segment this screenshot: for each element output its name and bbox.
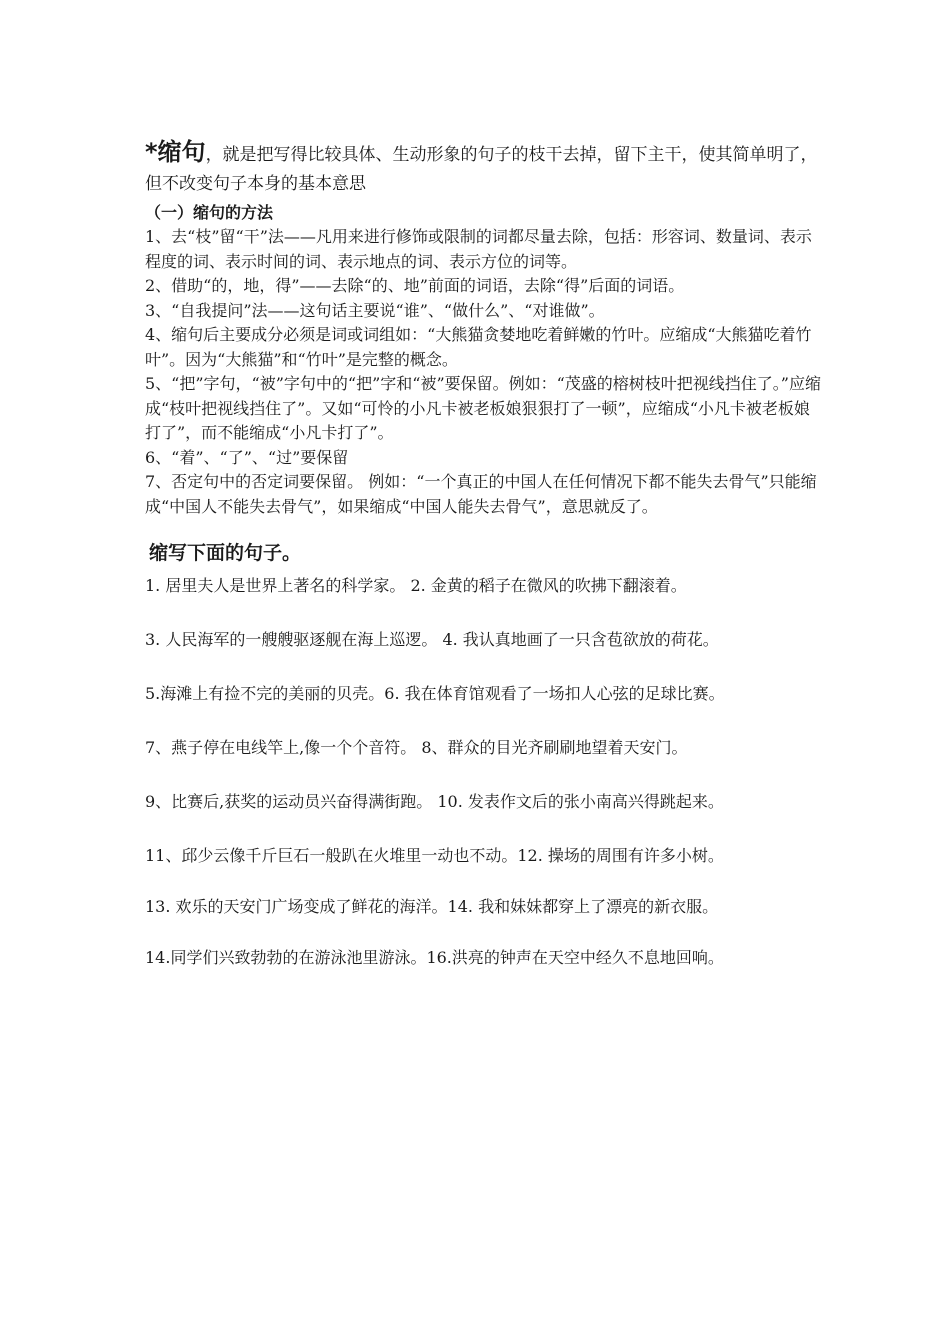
exercises-list xyxy=(145,573,825,970)
method-item-1: 1、去“枝”留“干”法——凡用来进行修饰或限制的词都尽量去除，包括：形容词、数量词、表示程度的词、表示时间的词、表示地点的词、表示方位的词等。 xyxy=(145,227,812,271)
intro-paragraph xyxy=(145,138,825,199)
exercise-line-8: 14.同学们兴致勃勃的在游泳池里游泳。16.洪亮的钟声在天空中经久不息地回响。 xyxy=(145,948,724,967)
method-item-3: 3、“自我提问”法——这句话主要说“谁”、“做什么”、“对谁做”。 xyxy=(145,300,605,320)
exercise-line-5: 9、比赛后,获奖的运动员兴奋得满街跑。 10. 发表作文后的张小南高兴得跳起来。 xyxy=(145,792,724,811)
exercise-line-6: 11、邱少云像千斤巨石一般趴在火堆里一动也不动。12. 操场的周围有许多小树。 xyxy=(145,846,724,865)
exercise-line-4: 7、燕子停在电线竿上,像一个个音符。 8、群众的目光齐刷刷地望着天安门。 xyxy=(145,738,688,757)
method-item-2: 2、借助“的，地，得”——去除“的、地”前面的词语，去除“得”后面的词语。 xyxy=(145,276,685,295)
exercises-title: 缩写下面的句子。 xyxy=(149,542,302,564)
document-content xyxy=(145,138,825,996)
method-item-4: 4、缩句后主要成分必须是词或词组如：“大熊猫贪婪地吃着鲜嫩的竹叶。应缩成“大熊猫吃着竹叶”。因为“大熊猫”和“竹叶”是完整的概念。 xyxy=(145,325,812,369)
method-item-7: 7、否定句中的否定词要保留。 例如：“一个真正的中国人在任何情况下都不能失去骨气”只能缩成“中国人不能失去骨气”，如果缩成“中国人能失去骨气”，意思就反了。 xyxy=(145,472,817,516)
methods-title: （一）缩句的方法 xyxy=(145,203,274,222)
exercise-line-2: 3. 人民海军的一艘艘驱逐舰在海上巡逻。 4. 我认真地画了一只含苞欲放的荷花。 xyxy=(145,630,719,649)
intro-text: ，就是把写得比较具体、生动形象的句子的枝干去掉，留下主干，使其简单明了，但不改变句子本身的基本意思 xyxy=(145,145,818,194)
intro-heading: *缩句 xyxy=(145,138,206,166)
exercise-line-7: 13. 欢乐的天安门广场变成了鲜花的海洋。14. 我和妹妹都穿上了漂亮的新衣服。 xyxy=(145,897,719,916)
method-item-6: 6、“着”、“了”、“过”要保留 xyxy=(145,447,349,467)
method-item-5: 5、“把”字句，“被”字句中的“把”字和“被”要保留。例如：“茂盛的榕树枝叶把视线挡住了。”应缩成“枝叶把视线挡住了”。又如“可怜的小凡卡被老板娘狠狠打了一顿”，应缩成“小凡卡被老板娘打了”，而不能缩成“小凡卡打了”。 xyxy=(145,374,821,442)
exercise-line-1: 1. 居里夫人是世界上著名的科学家。 2. 金黄的稻子在微风的吹拂下翻滚着。 xyxy=(145,576,687,595)
methods-list xyxy=(145,225,825,519)
exercise-line-3: 5.海滩上有捡不完的美丽的贝壳。6. 我在体育馆观看了一场扣人心弦的足球比赛。 xyxy=(145,684,725,703)
